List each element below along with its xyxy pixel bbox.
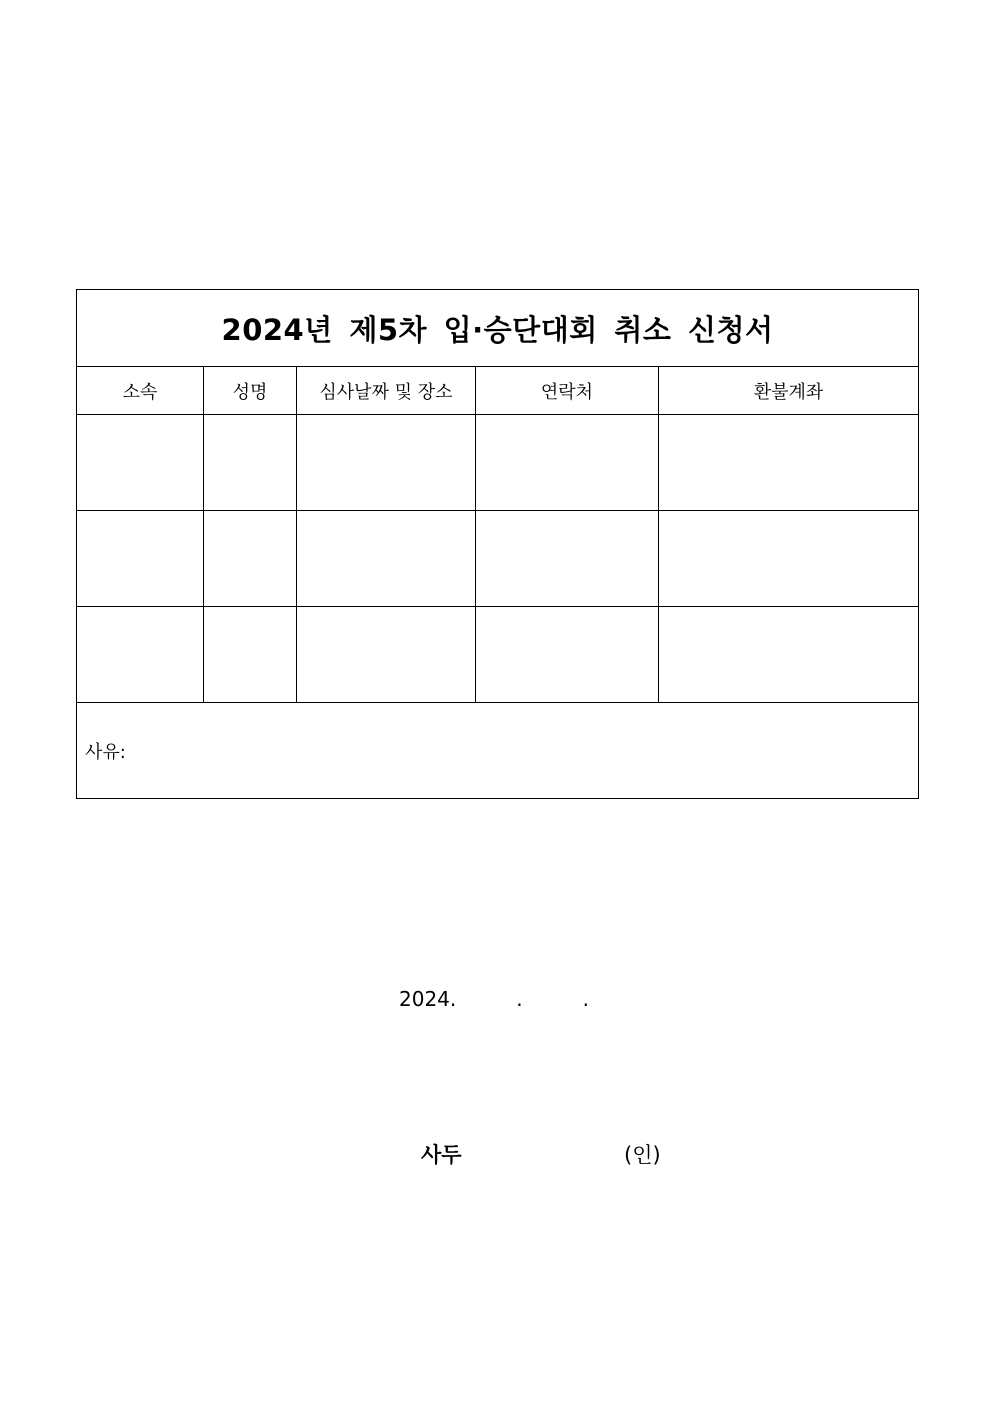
- cell-refund-account[interactable]: [659, 511, 919, 607]
- cell-name[interactable]: [204, 415, 297, 511]
- table-row: [77, 415, 919, 511]
- header-exam-date-place: 심사날짜 및 장소: [297, 367, 476, 415]
- date-month-dot: .: [516, 987, 523, 1011]
- cell-name[interactable]: [204, 511, 297, 607]
- seal-mark: (인): [624, 1143, 661, 1167]
- date-day-dot: .: [582, 987, 589, 1011]
- reason-label: 사유:: [85, 741, 126, 763]
- date-year: 2024.: [399, 987, 457, 1011]
- cell-exam-date-place[interactable]: [297, 415, 476, 511]
- cancellation-form-table: [76, 289, 919, 799]
- cell-name[interactable]: [204, 607, 297, 703]
- table-row: [77, 511, 919, 607]
- reason-field[interactable]: [77, 703, 919, 799]
- cell-refund-account[interactable]: [659, 607, 919, 703]
- header-contact: 연락처: [476, 367, 659, 415]
- cell-contact[interactable]: [476, 415, 659, 511]
- cell-refund-account[interactable]: [659, 415, 919, 511]
- cell-contact[interactable]: [476, 607, 659, 703]
- cell-affiliation[interactable]: [77, 415, 204, 511]
- reason-row: [77, 703, 919, 799]
- title-row: [77, 290, 919, 367]
- header-row: [77, 367, 919, 415]
- header-refund-account: 환불계좌: [659, 367, 919, 415]
- cell-affiliation[interactable]: [77, 511, 204, 607]
- form-title: 2024년 제5차 입·승단대회 취소 신청서: [77, 290, 919, 367]
- table-row: [77, 607, 919, 703]
- signature-line: [421, 1139, 462, 1169]
- cell-affiliation[interactable]: [77, 607, 204, 703]
- header-affiliation: 소속: [77, 367, 204, 415]
- date-line: [399, 987, 589, 1011]
- signer-title: 사두: [421, 1143, 462, 1167]
- cell-exam-date-place[interactable]: [297, 607, 476, 703]
- cell-contact[interactable]: [476, 511, 659, 607]
- cell-exam-date-place[interactable]: [297, 511, 476, 607]
- header-name: 성명: [204, 367, 297, 415]
